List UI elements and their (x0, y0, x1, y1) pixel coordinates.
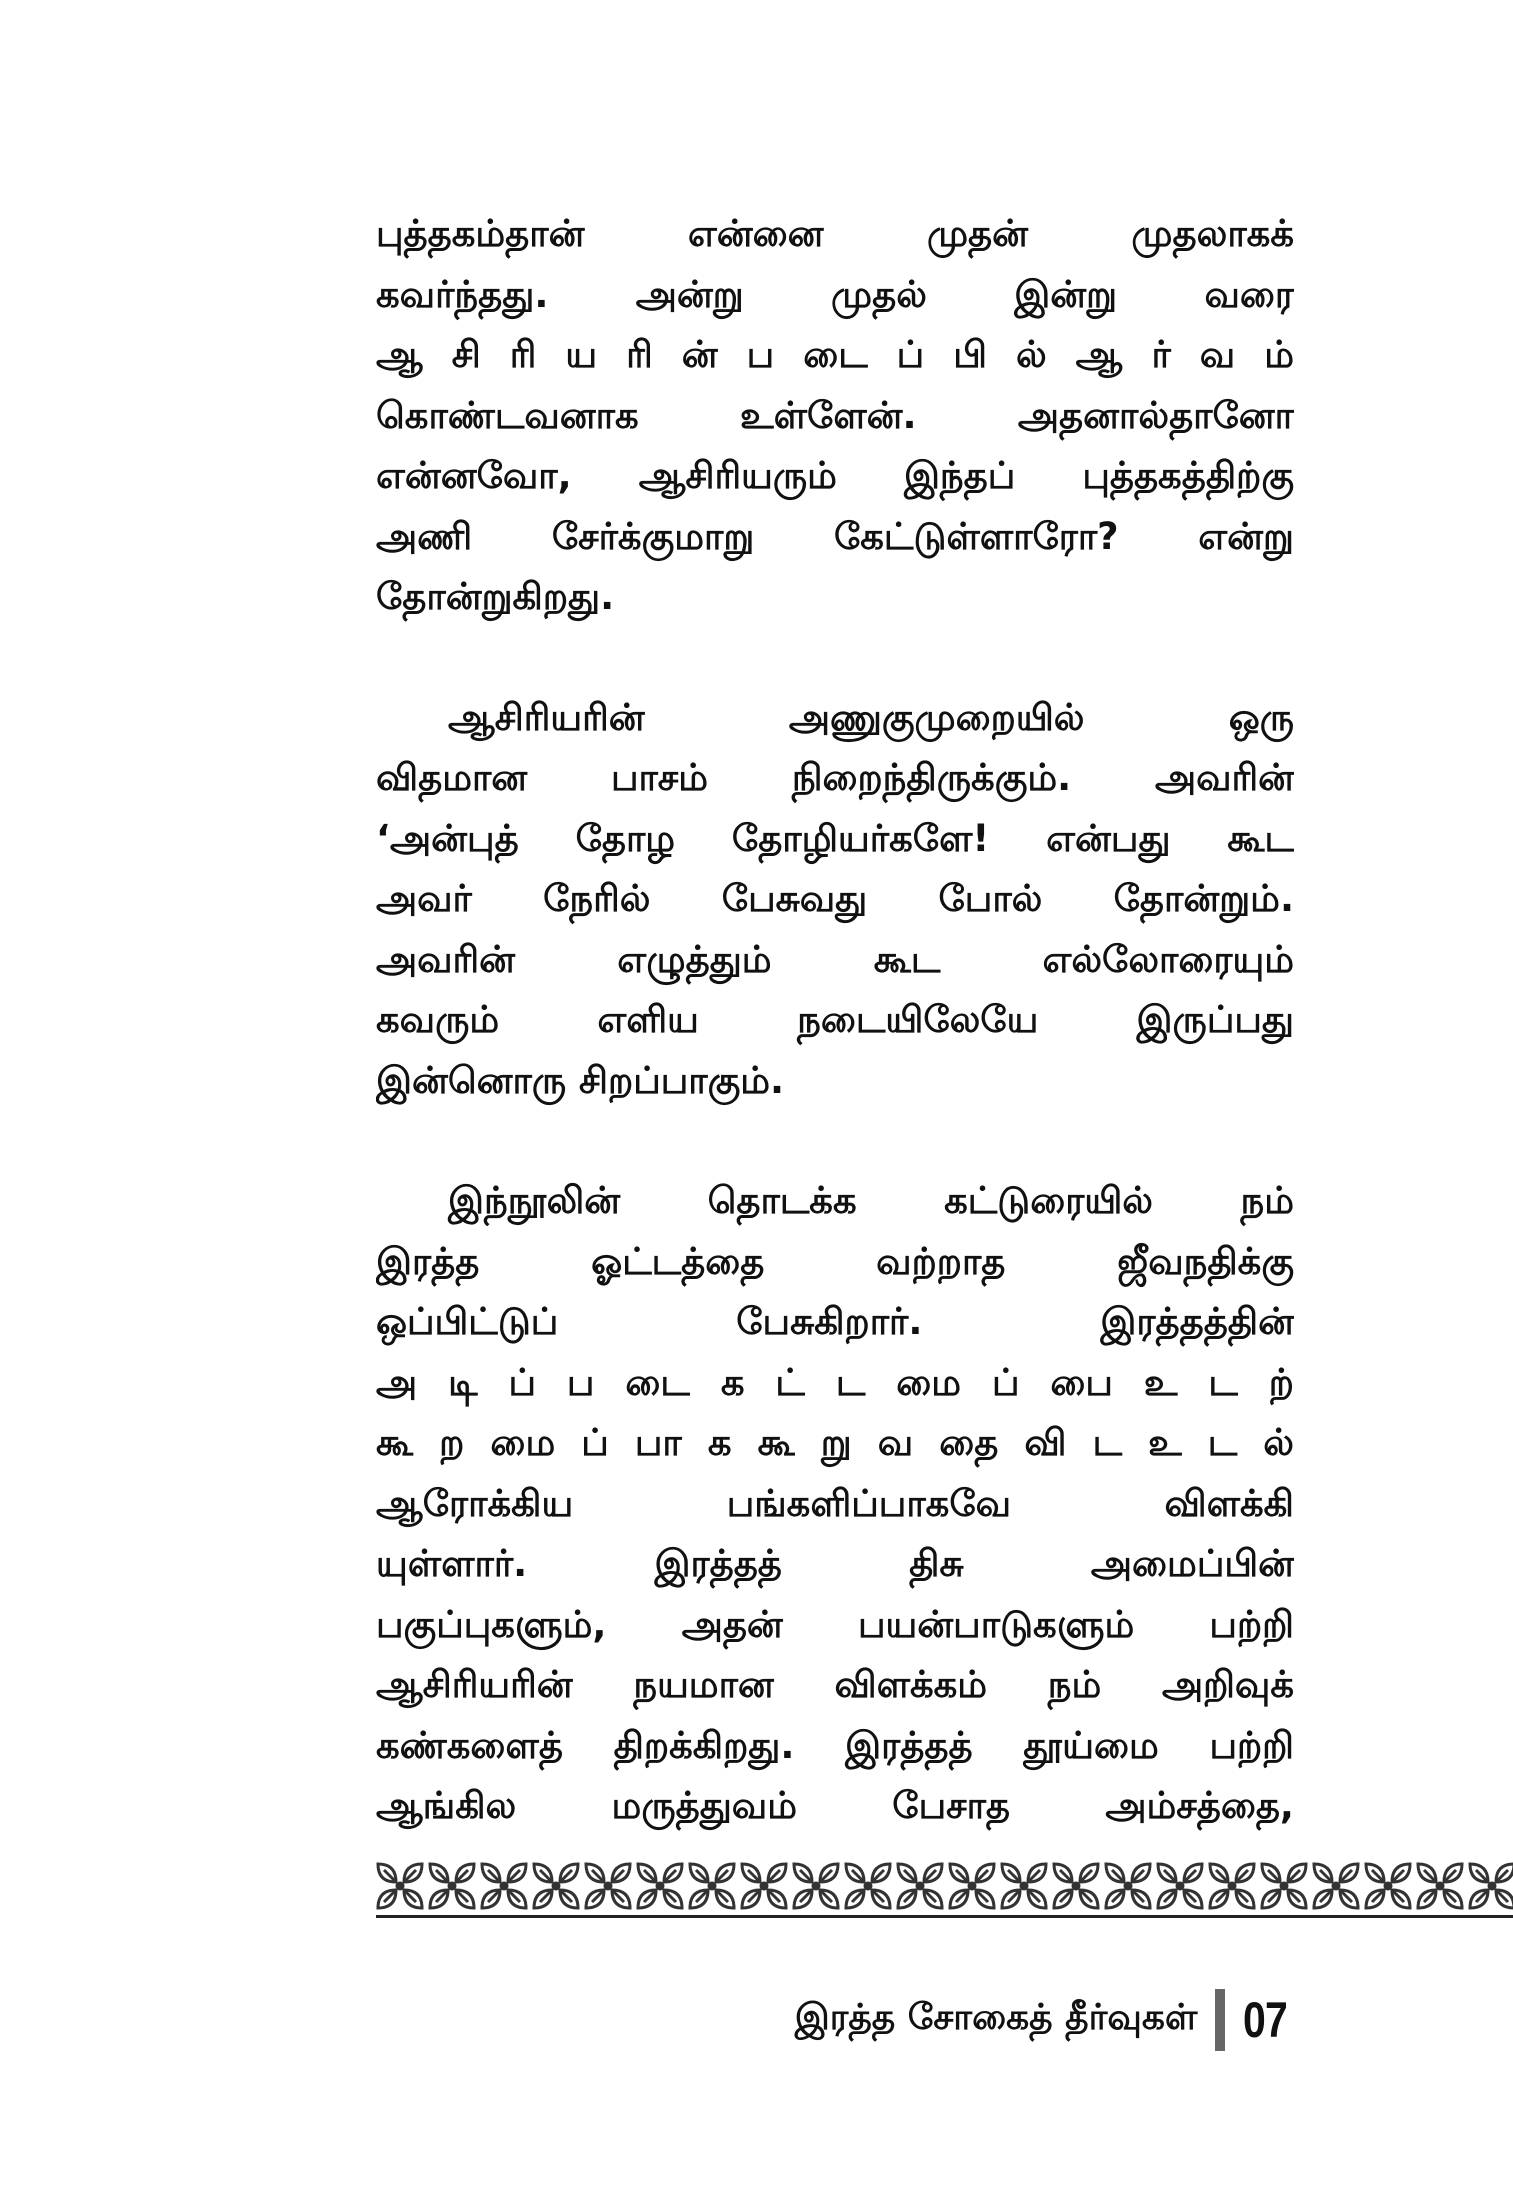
text-line: இன்னொரு சிறப்பாகும். (376, 1058, 785, 1102)
ornament-motif (794, 1864, 838, 1908)
text-line: இரத்த ஓட்டத்தை வற்றாத ஜீவநதிக்கு (376, 1239, 1294, 1283)
ornament-motif (950, 1864, 994, 1908)
ornament-motif (430, 1864, 474, 1908)
text-line: ஆங்கில மருத்துவம் பேசாத அம்சத்தை, (376, 1784, 1294, 1827)
ornament-motif (1158, 1864, 1202, 1908)
ornament-motif (586, 1864, 630, 1908)
ornament-motif (1470, 1864, 1513, 1908)
text-line: ஆசிரியரின் நயமான விளக்கம் நம் அறிவுக் (376, 1663, 1294, 1706)
text-line: இந்நூலின் தொடக்க கட்டுரையில் நம் (448, 1179, 1294, 1222)
text-line: கொண்டவனாக உள்ளேன். அதனால்தானோ (376, 393, 1294, 437)
ornament-motif (534, 1864, 578, 1908)
ornament-motif (482, 1864, 526, 1908)
text-line: யுள்ளார். இரத்தத் திசு அமைப்பின் (376, 1542, 1294, 1585)
paragraph-3 (376, 1171, 1294, 1837)
body-text (376, 204, 1294, 1837)
ornament-motif (1314, 1864, 1358, 1908)
text-line: ஆரோக்கிய பங்களிப்பாகவே விளக்கி (376, 1481, 1294, 1525)
text-line: ஒப்பிட்டுப் பேசுகிறார். இரத்தத்தின் (376, 1300, 1294, 1343)
text-line: ஆசிரியரின் அணுகுமுறையில் ஒரு (448, 695, 1294, 739)
ornament-motif (898, 1864, 942, 1908)
ornament-motif (1106, 1864, 1150, 1908)
text-line: விதமான பாசம் நிறைந்திருக்கும். அவரின் (376, 756, 1294, 799)
ornament-motif (1054, 1864, 1098, 1908)
footer-divider (1215, 1989, 1225, 2051)
text-line: புத்தகம்தான் என்னை முதன் முதலாகக் (376, 212, 1294, 255)
text-line: கவர்ந்தது. அன்று முதல் இன்று வரை (376, 272, 1294, 316)
ornament-motif (742, 1864, 786, 1908)
ornament-motif (1002, 1864, 1046, 1908)
ornament-motif (638, 1864, 682, 1908)
text-line: என்னவோ, ஆசிரியரும் இந்தப் புத்தகத்திற்கு (376, 454, 1294, 497)
text-line: கண்களைத் திறக்கிறது. இரத்தத் தூய்மை பற்றி (376, 1723, 1294, 1767)
text-line: தோன்றுகிறது. (376, 575, 615, 618)
paragraph-1 (376, 204, 1294, 628)
border-rule (376, 1915, 1513, 1918)
ornament-motif (1418, 1864, 1462, 1908)
text-line: அவர் நேரில் பேசுவது போல் தோன்றும். (376, 877, 1294, 920)
text-line: ஆ சி ரி ய ரி ன் ப டை ப் பி ல் ஆ ர் வ ம் (376, 333, 1294, 376)
ornament-motif (1262, 1864, 1306, 1908)
text-line: ‘அன்புத் தோழ தோழியர்களே! என்பது கூட (376, 816, 1294, 860)
text-line: கூ ற மை ப் பா க கூ று வ தை வி ட உ ட ல் (376, 1421, 1294, 1464)
ornament-motif (1210, 1864, 1254, 1908)
ornament-motif (378, 1864, 422, 1908)
text-line: கவரும் எளிய நடையிலேயே இருப்பது (376, 998, 1294, 1041)
text-line: அ டி ப் ப டை க ட் ட மை ப் பை உ ட ற் (376, 1360, 1294, 1404)
text-line: அவரின் எழுத்தும் கூட எல்லோரையும் (376, 937, 1294, 981)
page-footer (795, 1985, 1297, 2055)
footer-book-title: இரத்த சோகைத் தீர்வுகள் (794, 1997, 1198, 2038)
ornament-pattern (376, 1860, 1513, 1912)
decorative-border (376, 1860, 1513, 1912)
ornament-motif (690, 1864, 734, 1908)
text-line: பகுப்புகளும், அதன் பயன்பாடுகளும் பற்றி (376, 1602, 1294, 1646)
paragraph-2 (376, 688, 1294, 1112)
ornament-motif (846, 1864, 890, 1908)
text-line: அணி சேர்க்குமாறு கேட்டுள்ளாரோ? என்று (376, 514, 1294, 558)
ornament-motif (1366, 1864, 1410, 1908)
page-number: 07 (1243, 1992, 1288, 2048)
